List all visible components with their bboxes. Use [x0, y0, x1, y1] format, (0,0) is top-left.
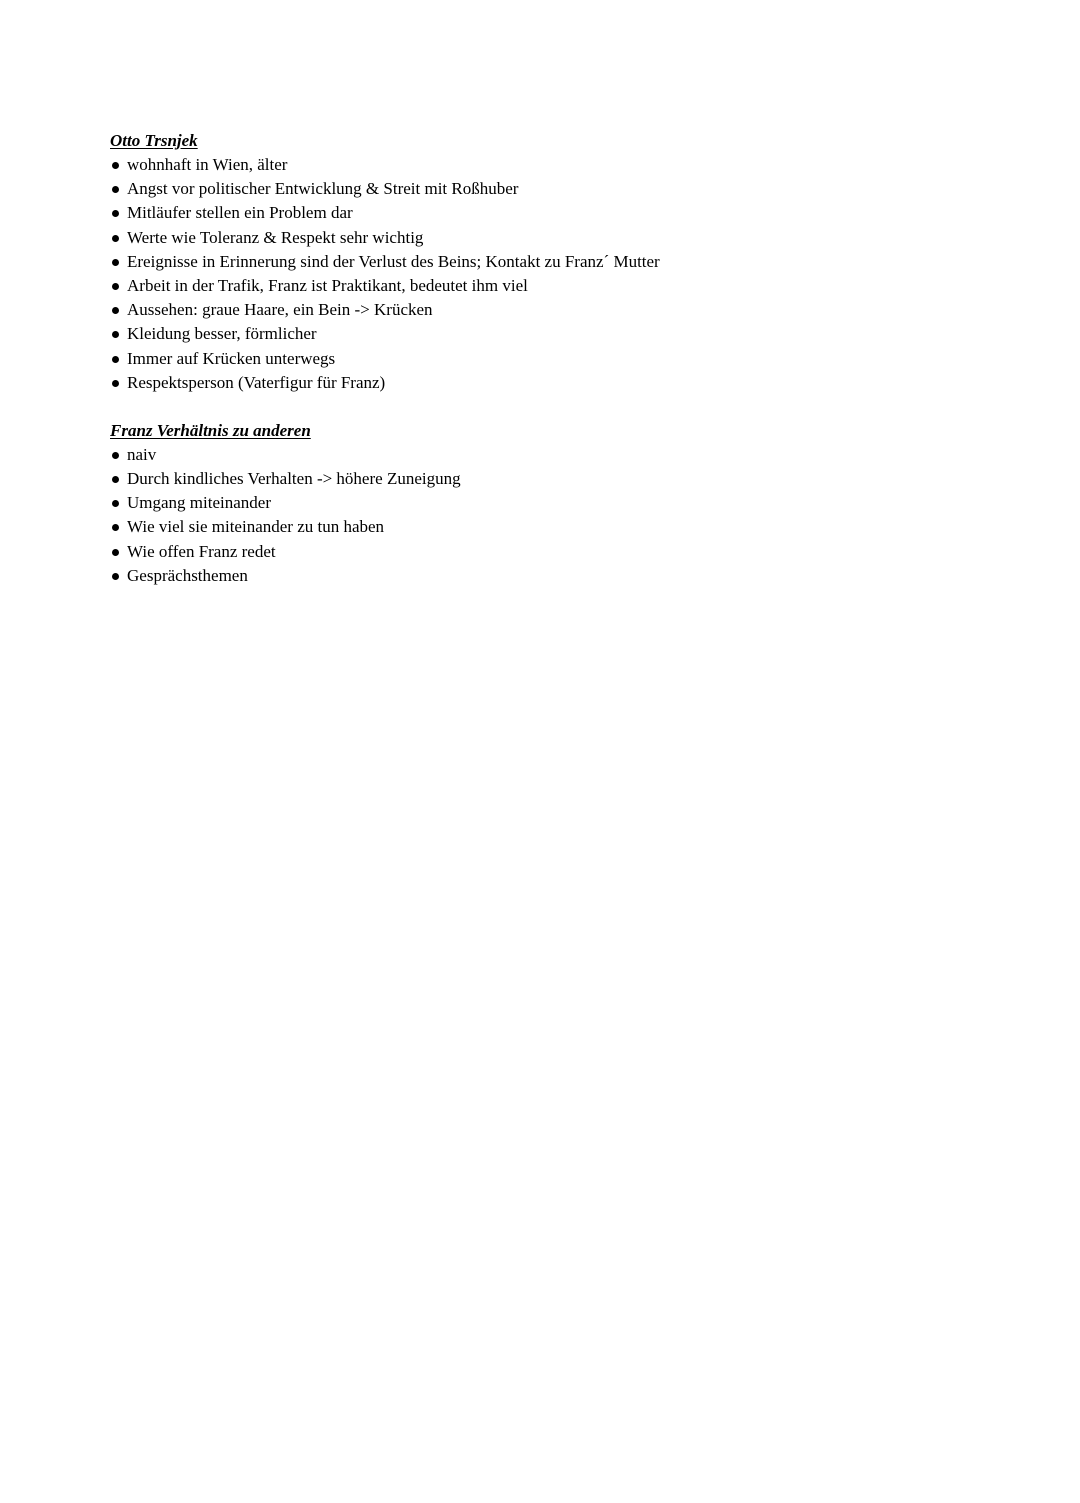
list-item	[110, 491, 990, 515]
bullet-icon	[112, 210, 119, 217]
list-item	[110, 515, 990, 539]
list-item-text: Gesprächsthemen	[127, 565, 248, 585]
list-item-text: Werte wie Toleranz & Respekt sehr wichtig	[127, 227, 424, 247]
list-item	[110, 371, 990, 395]
bullet-icon	[112, 476, 119, 483]
list-item-text: Wie offen Franz redet	[127, 541, 276, 561]
document-page	[110, 129, 990, 588]
bullet-icon	[112, 186, 119, 193]
list-item-text: Mitläufer stellen ein Problem dar	[127, 203, 353, 223]
list-item	[110, 540, 990, 564]
list-item-text: Immer auf Krücken unterwegs	[127, 348, 336, 368]
list-item	[110, 467, 990, 491]
list-item	[110, 298, 990, 322]
list-item	[110, 201, 990, 225]
section-heading: Otto Trsnjek	[110, 131, 198, 150]
list-item-text: Umgang miteinander	[127, 493, 271, 513]
list-item	[110, 564, 990, 588]
bullet-icon	[112, 259, 119, 266]
bullet-icon	[112, 524, 119, 531]
section-heading: Franz Verhältnis zu anderen	[110, 420, 311, 440]
list-item	[110, 250, 990, 274]
list-item-text: Aussehen: graue Haare, ein Bein -> Krücken	[127, 300, 433, 320]
list-item-text: naiv	[127, 444, 157, 464]
section-franz-verhaeltnis	[110, 419, 990, 588]
bullet-list	[110, 443, 990, 588]
bullet-icon	[112, 235, 119, 242]
section-otto-trsnjek	[110, 129, 990, 395]
list-item	[110, 347, 990, 371]
list-item	[110, 274, 990, 298]
bullet-icon	[112, 452, 119, 459]
bullet-icon	[112, 283, 119, 290]
list-item	[110, 322, 990, 346]
list-item	[110, 153, 990, 177]
bullet-icon	[112, 573, 119, 580]
bullet-list	[110, 153, 990, 395]
list-item	[110, 226, 990, 250]
bullet-icon	[112, 356, 119, 363]
list-item-text: wohnhaft in Wien, älter	[127, 155, 288, 174]
bullet-icon	[112, 331, 119, 338]
bullet-icon	[112, 549, 119, 556]
list-item	[110, 443, 990, 467]
list-item-text: Angst vor politischer Entwicklung & Streit mit Roßhuber	[127, 179, 519, 199]
list-item-text: Ereignisse in Erinnerung sind der Verlust des Beins; Kontakt zu Franz´ Mutter	[127, 251, 660, 271]
bullet-icon	[112, 500, 119, 507]
list-item-text: Respektsperson (Vaterfigur für Franz)	[127, 372, 386, 392]
list-item-text: Wie viel sie miteinander zu tun haben	[127, 517, 385, 537]
list-item-text: Kleidung besser, förmlicher	[127, 324, 317, 344]
bullet-icon	[112, 307, 119, 314]
list-item-text: Durch kindliches Verhalten -> höhere Zuneigung	[127, 469, 461, 489]
bullet-icon	[112, 162, 119, 169]
list-item-text: Arbeit in der Trafik, Franz ist Praktikant, bedeutet ihm viel	[127, 275, 528, 295]
bullet-icon	[112, 380, 119, 387]
list-item	[110, 177, 990, 201]
